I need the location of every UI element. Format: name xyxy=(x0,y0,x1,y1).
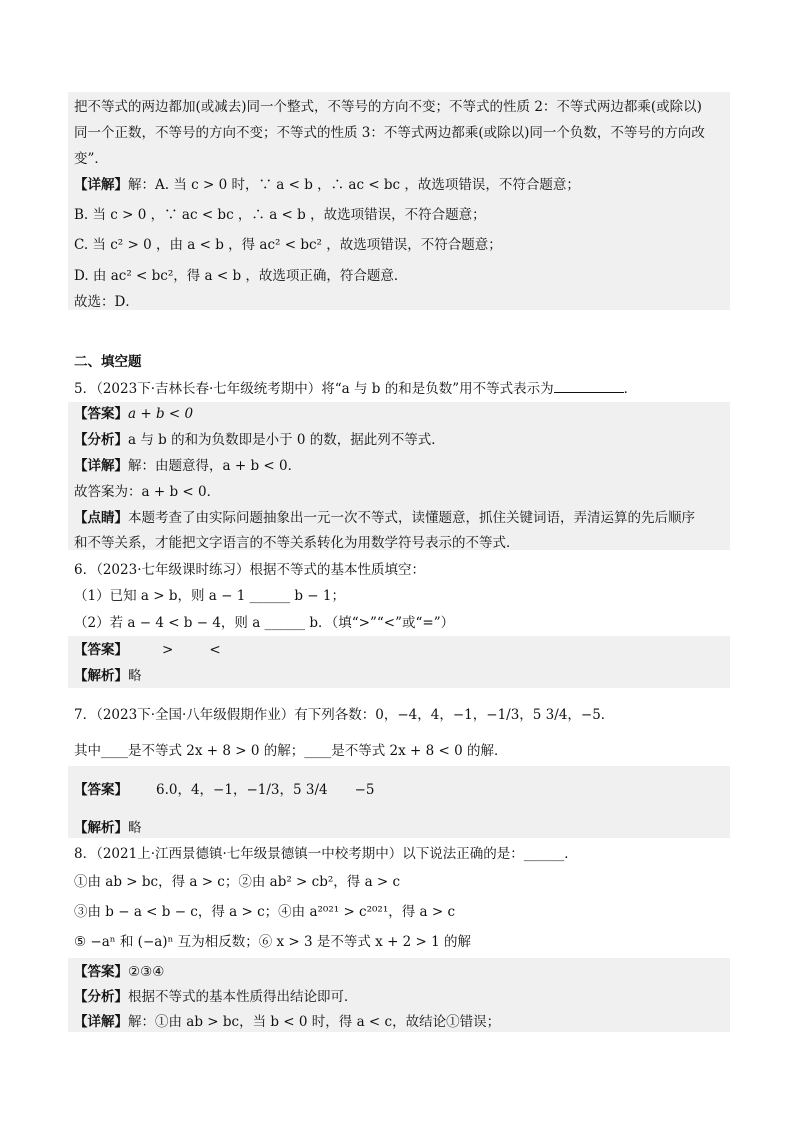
q6-stem: 6．（2023·七年级课时练习）根据不等式的基本性质填空： xyxy=(74,562,425,578)
q5-stem: 5．（2023下·吉林长春·七年级统考期中）将“a 与 b 的和是负数”用不等式表示为 ． xyxy=(74,378,637,399)
detail-a-line xyxy=(74,175,580,195)
detail-a-text: 解：A. 当 c > 0 时，∵ a < b ，∴ ac < bc ，故选项错误，不符合题意； xyxy=(128,177,580,193)
explain-text: 略 xyxy=(128,820,142,836)
q6-part1: （1）已知 a > b，则 a − 1 ______ b − 1； xyxy=(74,588,345,604)
detail-text: 解：由题意得，a + b < 0． xyxy=(128,458,302,474)
answer-1: > xyxy=(162,642,174,658)
explain-text: 略 xyxy=(128,668,142,684)
answer-label: 【答案】 xyxy=(74,406,128,422)
choice-line: 故选：D． xyxy=(74,294,139,310)
q8-statements-3: ⑤ −aⁿ 和 (−a)ⁿ 互为相反数；⑥ x > 3 是不等式 x + 2 > 1 的解 xyxy=(74,934,472,950)
analysis-label: 【分析】 xyxy=(74,432,128,448)
analysis-text: 根据不等式的基本性质得出结论即可． xyxy=(128,989,358,1005)
detail-text: 解：①由 ab > bc，当 b < 0 时，得 a < c，故结论①错误； xyxy=(128,1014,501,1030)
answer-label: 【答案】 xyxy=(74,642,128,658)
text-line: 变”． xyxy=(74,151,108,167)
q5-comment xyxy=(74,508,695,528)
q6-part2: （2）若 a − 4 < b − 4，则 a ______ b．（填“>”“<”或“=”） xyxy=(74,615,455,631)
q5-answer xyxy=(74,404,193,424)
q8-answer xyxy=(74,962,164,982)
detail-label: 【详解】 xyxy=(74,458,128,474)
q8-statements-2: ③由 b − a < b − c，得 a > c；④由 a²⁰²¹ > c²⁰²¹，得 a > c xyxy=(74,904,456,920)
q5-final: 故答案为：a + b < 0． xyxy=(74,484,221,500)
answer-text: a + b < 0 xyxy=(128,406,194,422)
text-line: 同一个正数，不等号的方向不变；不等式的性质 3：不等式两边都乘(或除以)同一个负数，不等号的方向改 xyxy=(74,125,705,141)
q7-stem: 7．（2023下·全国·八年级假期作业）有下列各数：0，−4，4，−1，−1/3，5 3/4，−5． xyxy=(74,707,615,723)
q8-statements-1: ①由 ab > bc，得 a > c；②由 ab² > cb²，得 a > c xyxy=(74,874,401,890)
q6-answer xyxy=(74,640,221,660)
q7-explain xyxy=(74,818,142,838)
detail-label: 【详解】 xyxy=(74,177,128,193)
q5-detail xyxy=(74,456,301,476)
analysis-text: a 与 b 的和为负数即是小于 0 的数，据此列不等式． xyxy=(128,432,445,448)
explain-label: 【解析】 xyxy=(74,668,128,684)
answer-label: 【答案】 xyxy=(74,782,128,798)
q5-stem-text: 5．（2023下·吉林长春·七年级统考期中）将“a 与 b 的和是负数”用不等式表示为 xyxy=(74,381,554,397)
section-title: 二、填空题 xyxy=(74,354,142,370)
detail-c-line: C. 当 c² > 0 ，由 a < b ，得 ac² < bc² ，故选项错误，不符合题意； xyxy=(74,237,502,253)
q8-detail xyxy=(74,1012,500,1032)
comment-label: 【点睛】 xyxy=(74,510,128,526)
answer-2: < xyxy=(209,642,221,658)
q7-solution-block xyxy=(68,766,730,838)
detail-d-line: D. 由 ac² < bc²，得 a < b ，故选项正确，符合题意． xyxy=(74,268,408,284)
q7-answer xyxy=(74,780,375,800)
answer-text: 6.0，4，−1，−1/3，5 3/4 −5 xyxy=(156,782,375,798)
comment-text: 本题考查了由实际问题抽象出一元一次不等式，读懂题意，抓住关键词语，弄清运算的先后顺序 xyxy=(128,510,695,526)
q8-stem: 8．（2021上·江西景德镇·七年级景德镇一中校考期中）以下说法正确的是：______． xyxy=(74,846,578,862)
detail-b-line: B. 当 c > 0 ，∵ ac < bc ，∴ a < b ，故选项错误，不符合题意； xyxy=(74,207,486,223)
answer-label: 【答案】 xyxy=(74,964,128,980)
explain-label: 【解析】 xyxy=(74,820,128,836)
analysis-label: 【分析】 xyxy=(74,989,128,1005)
answer-text: ②③④ xyxy=(128,964,165,980)
detail-label: 【详解】 xyxy=(74,1014,128,1030)
q7-line2: 其中____是不等式 2x + 8 > 0 的解；____是不等式 2x + 8 < 0 的解． xyxy=(74,743,508,759)
text-line: 把不等式的两边都加(或减去)同一个整式，不等号的方向不变；不等式的性质 2：不等式两边都乘(或除以) xyxy=(74,99,702,115)
q5-blank xyxy=(554,378,624,393)
q8-analysis xyxy=(74,987,358,1007)
q5-comment-cont: 和不等关系，才能把文字语言的不等关系转化为用数学符号表示的不等式． xyxy=(74,535,520,551)
q5-analysis xyxy=(74,430,445,450)
q6-explain xyxy=(74,666,142,686)
